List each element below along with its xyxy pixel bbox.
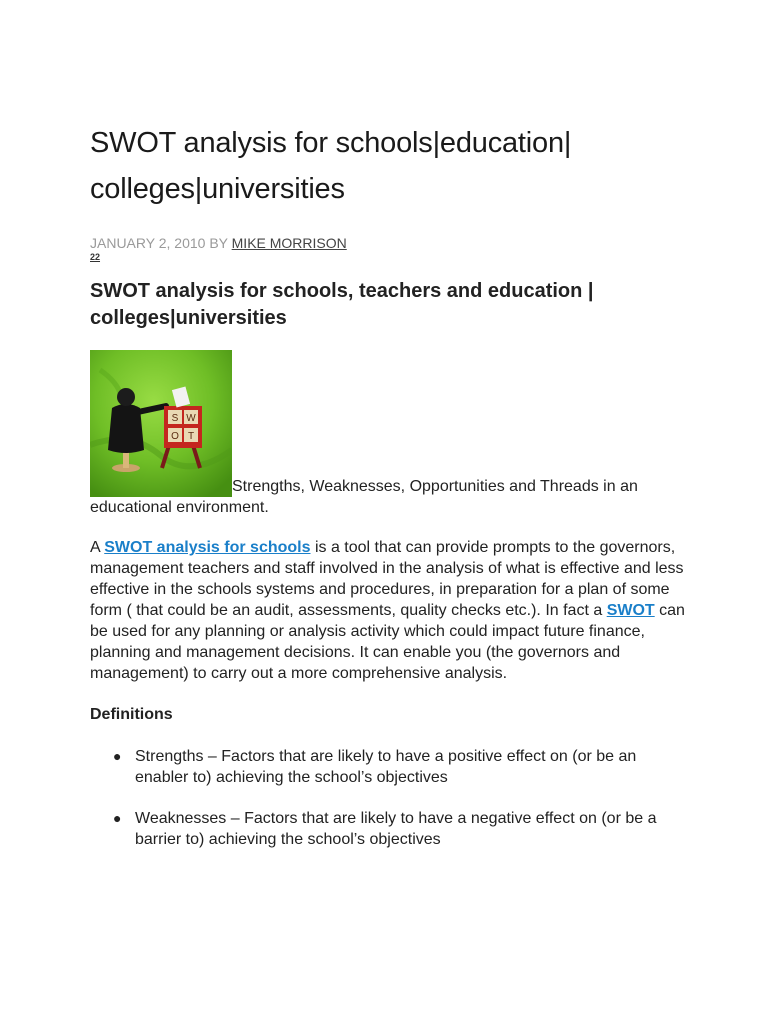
article-title bbox=[90, 120, 690, 212]
article-subtitle-line2: colleges|universities bbox=[90, 307, 287, 329]
para-middle: is a tool that can provide prompts to the governors, management teachers and staff involved in the analysis of what is effective and less effective in the schools systems and procedures, in preparation for a plan of some form ( that could be an audit, assessments, quality checks etc.). In fact a bbox=[90, 539, 684, 619]
intro-paragraph bbox=[90, 537, 690, 684]
article-title-line1: SWOT analysis for schools|education| bbox=[90, 127, 572, 159]
swot-analysis-schools-link[interactable]: SWOT analysis for schools bbox=[104, 539, 311, 556]
author-link[interactable]: MIKE MORRISON bbox=[231, 235, 347, 251]
tile-letter-o: O bbox=[171, 431, 179, 442]
para-prefix: A bbox=[90, 539, 105, 556]
bullet-icon: ● bbox=[113, 810, 122, 826]
definitions-heading: Definitions bbox=[90, 706, 173, 723]
article-subtitle bbox=[90, 278, 690, 332]
definitions-list bbox=[90, 746, 690, 850]
tile-letter-s: S bbox=[171, 413, 179, 424]
list-item bbox=[113, 746, 680, 788]
bullet-icon: ● bbox=[113, 748, 122, 764]
article-subtitle-line1: SWOT analysis for schools, teachers and education | bbox=[90, 280, 594, 302]
article-title-line2: colleges|universities bbox=[90, 173, 345, 205]
definition-weaknesses: Weaknesses – Factors that are likely to have a negative effect on (or be a barrier to) achieving the school’s objectives bbox=[135, 810, 657, 848]
tile-letter-t: T bbox=[187, 431, 195, 442]
list-item bbox=[113, 808, 680, 850]
article bbox=[90, 120, 690, 870]
figure-with-caption bbox=[90, 350, 690, 518]
comment-count-link[interactable]: 22 bbox=[90, 252, 101, 262]
tile-letter-w: W bbox=[186, 413, 196, 424]
definition-strengths: Strengths – Factors that are likely to have a positive effect on (or be an enabler to) achieving the school’s objectives bbox=[135, 748, 637, 786]
post-meta bbox=[90, 234, 690, 262]
figure-caption: Strengths, Weaknesses, Opportunities and Threads in an educational environment. bbox=[90, 478, 638, 516]
swot-link[interactable]: SWOT bbox=[606, 602, 655, 619]
swot-figure-image bbox=[90, 350, 232, 497]
para-suffix: can be used for any planning or analysis activity which could impact future finance, planning and management decisions. It can enable you (the governors and management) to carry out a more comprehensive analysis. bbox=[90, 602, 685, 682]
swot-figure-illustration bbox=[90, 350, 232, 497]
post-date: JANUARY 2, 2010 BY bbox=[90, 235, 232, 251]
